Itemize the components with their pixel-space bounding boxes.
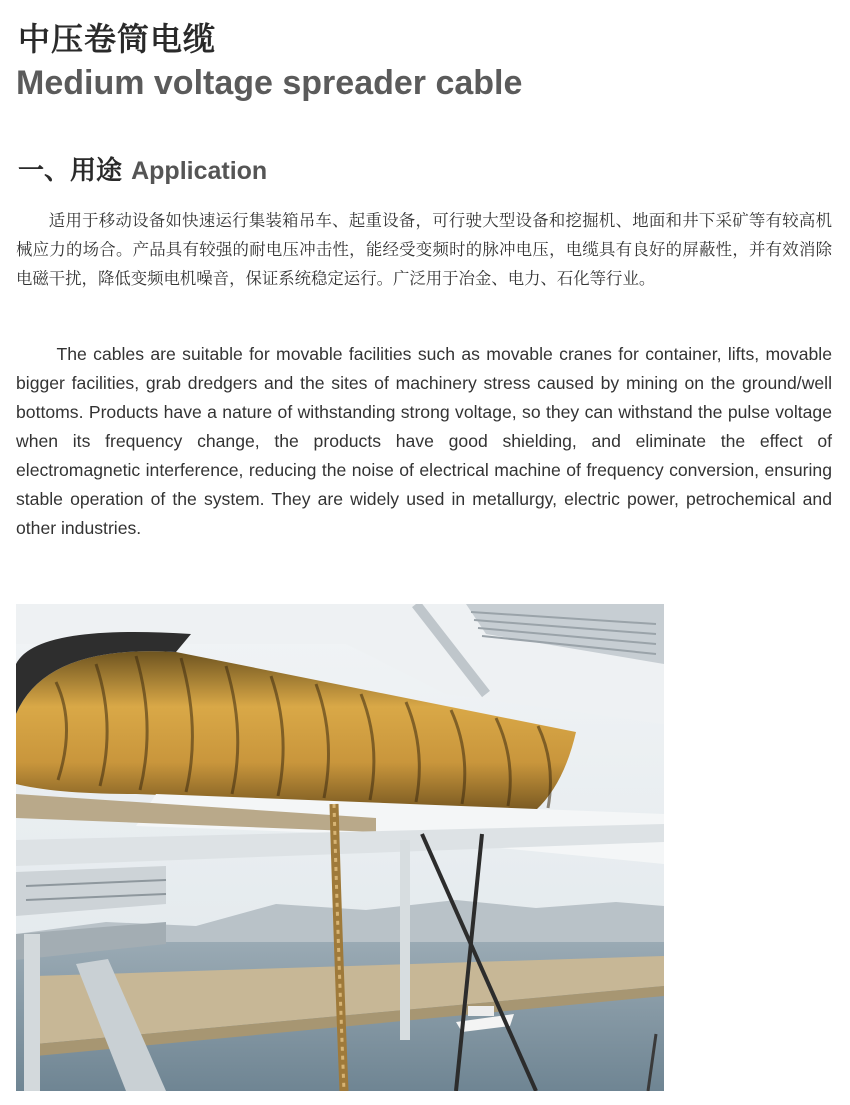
application-paragraph-chinese: 适用于移动设备如快速运行集装箱吊车、起重设备，可行驶大型设备和挖掘机、地面和井下采矿等有较高机械应力的场合。产品具有较强的耐电压冲击性，能经受变频时的脉冲电压，电缆具有良好的屏蔽性，并有效消除电磁干扰，降低变频电机噪音，保证系统稳定运行。广泛用于冶金、电力、石化等行业。 [16,211,832,288]
section-heading-application [18,150,267,187]
section-title-cn: 用途 [70,156,123,186]
cable-reel-illustration [16,604,664,1091]
page-title-english: Medium voltage spreader cable [16,64,523,102]
page-title-chinese: 中压卷筒电缆 [18,20,217,58]
section-number: 一、 [18,156,71,186]
application-paragraph-english: The cables are suitable for movable facilities such as movable cranes for container, lifts, movable bigger facilities, grab dredgers and the sites of machinery stress caused by mining on the ground/well bottoms. Products have a nature of withstanding strong voltage, so they can withstand the pulse voltage when its frequency change, the products have good shielding, and eliminate the effect of electromagnetic interference, reducing the noise of electrical machine of frequency conversion, ensuring stable operation of the system. They are widely used in metallurgy, electric power, petrochemical and other industries. [16,344,832,538]
cable-reel-photo [16,604,664,1091]
section-title-en: Application [131,157,268,185]
